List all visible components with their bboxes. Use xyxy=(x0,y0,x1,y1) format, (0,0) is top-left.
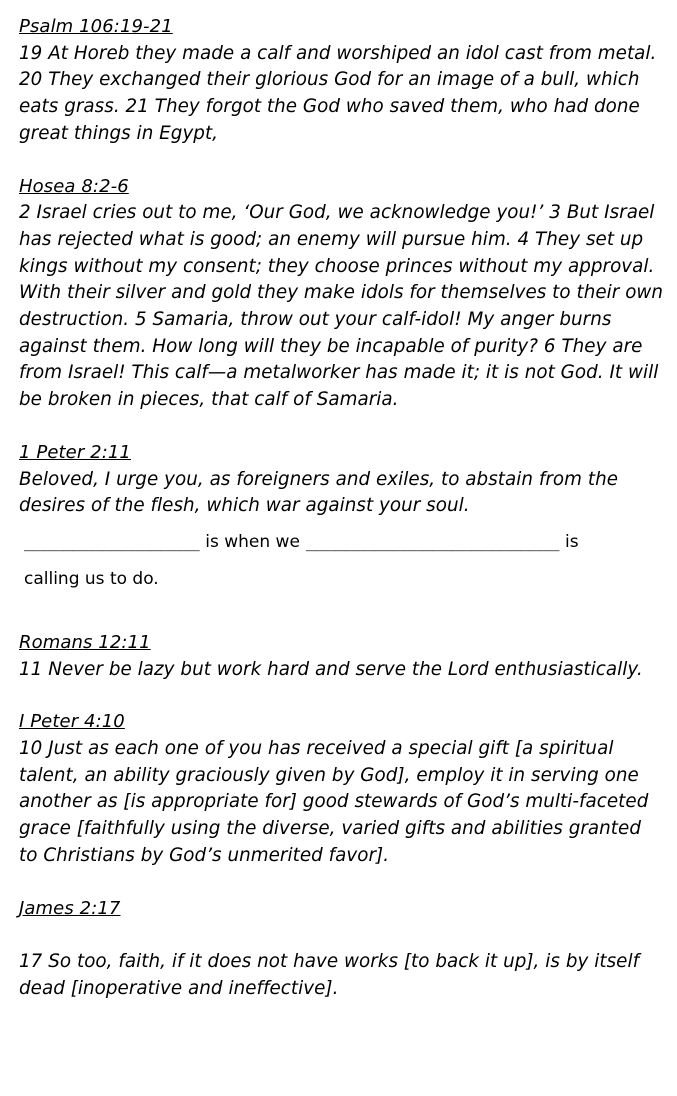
spacer xyxy=(19,591,664,630)
fill-in-end-text: is xyxy=(565,531,579,552)
passage-reference: 1 Peter 2:11 xyxy=(19,441,131,463)
passage-james-2 xyxy=(19,896,664,1003)
fill-in-line-2: calling us to do. xyxy=(24,568,159,589)
reference-gap xyxy=(19,922,664,949)
passage-reference: Hosea 8:2-6 xyxy=(19,175,129,197)
passage-reference: Romans 12:11 xyxy=(19,631,151,653)
fill-in-line-1 xyxy=(24,530,664,554)
passage-psalm-106 xyxy=(19,14,664,148)
answer-blank-1[interactable]: __________________ xyxy=(24,531,200,552)
answer-blank-2[interactable]: __________________________ xyxy=(305,531,560,552)
passage-romans-12 xyxy=(19,630,664,683)
passage-text: 17 So too, faith, if it does not have works [to back it up], is by itself dead [inoperative and ineffective]. xyxy=(19,950,640,999)
fill-in-the-blank xyxy=(24,530,664,591)
passage-text: 2 Israel cries out to me, ‘Our God, we acknowledge you!’ 3 But Israel has rejected what is good; an enemy will pursue him. 4 They set up kings without my consent; they choose princes without my approval. With their silver and gold they make idols for themselves to their own destruction. 5 Samaria, throw out your calf-idol! My anger burns against them. How long will they be incapable of purity? 6 They are from Israel! This calf—a metalworker has made it; it is not God. It will be broken in pieces, that calf of Samaria. xyxy=(19,202,664,411)
passage-text: 11 Never be lazy but work hard and serve the Lord enthusiastically. xyxy=(19,658,643,680)
passage-hosea-8 xyxy=(19,174,664,414)
passage-i-peter-4 xyxy=(19,709,664,869)
fill-in-middle-text: is when we xyxy=(205,531,300,552)
document-page xyxy=(19,14,664,1028)
passage-1-peter-2 xyxy=(19,440,664,520)
passage-text: 19 At Horeb they made a calf and worshiped an idol cast from metal. 20 They exchanged their glorious God for an image of a bull, which eats grass. 21 They forgot the God who saved them, who had done great things in Egypt, xyxy=(19,42,657,144)
passage-reference: James 2:17 xyxy=(19,897,121,919)
passage-text: 10 Just as each one of you has received a special gift [a spiritual talent, an ability graciously given by God], employ it in serving one another as [is appropriate for] good stewards of God’s multi-faceted grace [faithfully using the diverse, varied gifts and abilities granted to Christians by God’s unmerited favor]. xyxy=(19,738,649,866)
passage-reference: Psalm 106:19-21 xyxy=(19,16,173,37)
passage-text: Beloved, I urge you, as foreigners and exiles, to abstain from the desires of the flesh, which war against your soul. xyxy=(19,468,619,517)
passage-reference: I Peter 4:10 xyxy=(19,711,125,733)
